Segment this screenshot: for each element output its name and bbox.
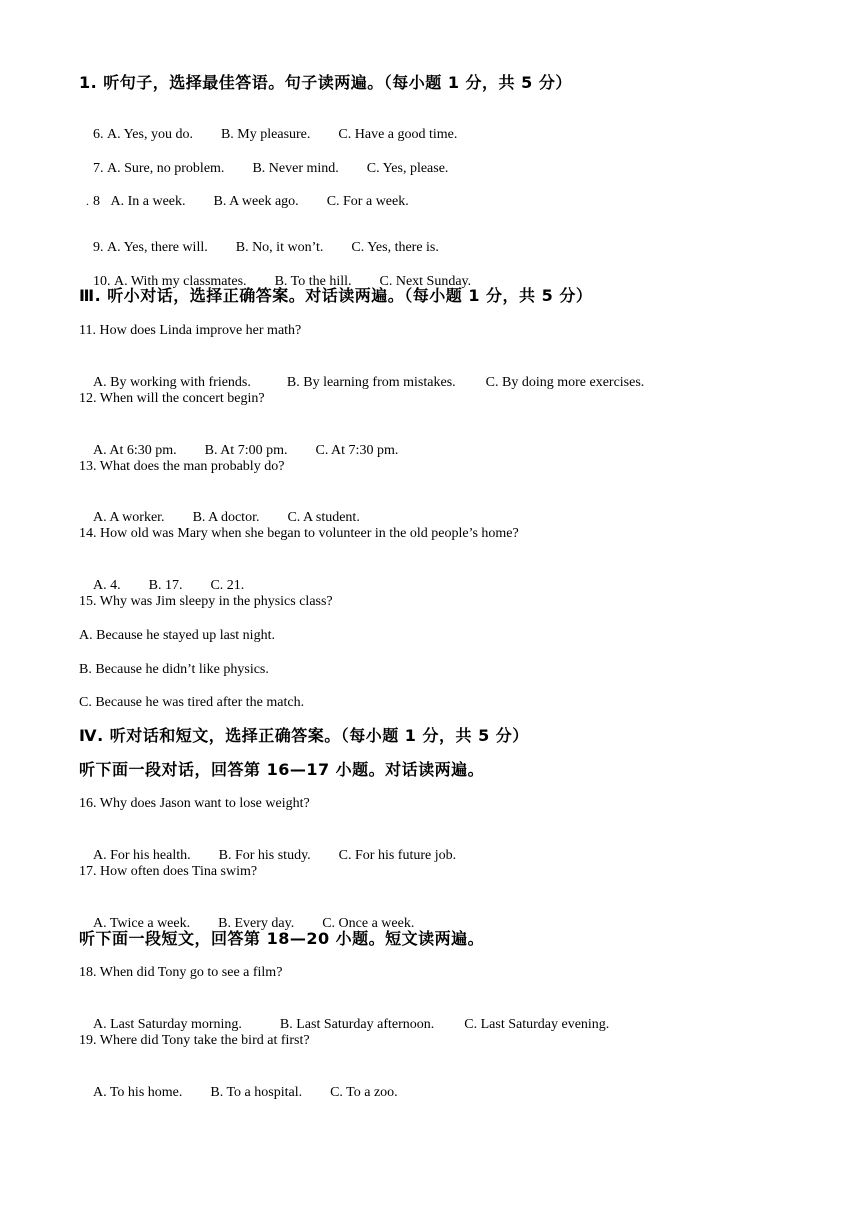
option-b: B. By learning from mistakes. — [286, 375, 456, 390]
option-b: B. At 7:00 pm. — [204, 443, 288, 458]
option-a: A. 4. — [93, 578, 121, 593]
option-b: B. For his study. — [218, 848, 311, 863]
question-number: 8 — [93, 194, 100, 209]
question-number: 10. — [93, 274, 111, 289]
option-b: B. To a hospital. — [210, 1085, 303, 1100]
section-subheading-dialogue: 听下面一段对话，回答第 16—17 小题。对话读两遍。 — [79, 760, 485, 779]
option-a: A. A worker. — [93, 510, 165, 525]
question-18-stem: 18. When did Tony go to see a film? — [79, 965, 283, 980]
option-c: C. Yes, there is. — [351, 240, 439, 255]
question-11-stem: 11. How does Linda improve her math? — [79, 323, 302, 338]
option-c: C. Once a week. — [322, 916, 415, 931]
option-b: B. No, it won’t. — [235, 240, 324, 255]
option-c: C. A student. — [287, 510, 360, 525]
question-19-options — [79, 1066, 398, 1120]
option-a: A. At 6:30 pm. — [93, 443, 177, 458]
option-a: A. Last Saturday morning. — [93, 1017, 242, 1032]
option-c: C. Have a good time. — [338, 127, 458, 142]
option-a: A. For his health. — [93, 848, 191, 863]
option-b: B. Every day. — [218, 916, 295, 931]
option-b: B. To the hill. — [274, 274, 352, 289]
question-number: 9. — [93, 240, 104, 255]
question-15-option-a: A. Because he stayed up last night. — [79, 628, 275, 643]
stray-dot: . — [86, 194, 89, 208]
option-a: A. By working with friends. — [93, 375, 251, 390]
section-heading-4: Ⅳ. 听对话和短文，选择正确答案。（每小题 1 分，共 5 分） — [79, 726, 529, 745]
option-b: B. Last Saturday afternoon. — [279, 1017, 435, 1032]
section-subheading-passage: 听下面一段短文，回答第 18—20 小题。短文读两遍。 — [79, 929, 485, 948]
question-number: 6. — [93, 127, 104, 142]
section-heading-1: 1. 听句子，选择最佳答语。句子读两遍。（每小题 1 分，共 5 分） — [79, 73, 572, 92]
option-c: C. By doing more exercises. — [485, 375, 645, 390]
option-c: C. Last Saturday evening. — [464, 1017, 610, 1032]
option-a: A. Yes, you do. — [107, 127, 193, 142]
option-b: B. 17. — [148, 578, 183, 593]
option-c: C. Yes, please. — [366, 161, 449, 176]
question-15-option-c: C. Because he was tired after the match. — [79, 695, 305, 710]
option-b: B. Never mind. — [252, 161, 339, 176]
question-14-stem: 14. How old was Mary when she began to volunteer in the old people’s home? — [79, 526, 519, 541]
option-c: C. 21. — [210, 578, 245, 593]
option-c: C. For a week. — [326, 194, 409, 209]
question-17-stem: 17. How often does Tina swim? — [79, 864, 258, 879]
option-a: A. To his home. — [93, 1085, 183, 1100]
option-b: B. A doctor. — [192, 510, 260, 525]
option-c: C. At 7:30 pm. — [315, 443, 399, 458]
option-b: B. A week ago. — [213, 194, 299, 209]
option-b: B. My pleasure. — [220, 127, 311, 142]
option-a: A. With my classmates. — [114, 274, 247, 289]
option-a: A. In a week. — [110, 194, 186, 209]
option-c: C. For his future job. — [338, 848, 457, 863]
question-13-stem: 13. What does the man probably do? — [79, 459, 285, 474]
section-heading-3: Ⅲ. 听小对话，选择正确答案。对话读两遍。（每小题 1 分，共 5 分） — [79, 286, 593, 305]
option-c: C. Next Sunday. — [379, 274, 472, 289]
question-19-stem: 19. Where did Tony take the bird at first? — [79, 1033, 310, 1048]
question-15-stem: 15. Why was Jim sleepy in the physics class? — [79, 594, 333, 609]
option-c: C. To a zoo. — [330, 1085, 398, 1100]
question-12-stem: 12. When will the concert begin? — [79, 391, 265, 406]
option-a: A. Sure, no problem. — [107, 161, 225, 176]
question-16-stem: 16. Why does Jason want to lose weight? — [79, 796, 310, 811]
option-a: A. Yes, there will. — [107, 240, 208, 255]
option-a: A. Twice a week. — [93, 916, 191, 931]
question-number: 7. — [93, 161, 104, 176]
question-15-option-b: B. Because he didn’t like physics. — [79, 662, 269, 677]
